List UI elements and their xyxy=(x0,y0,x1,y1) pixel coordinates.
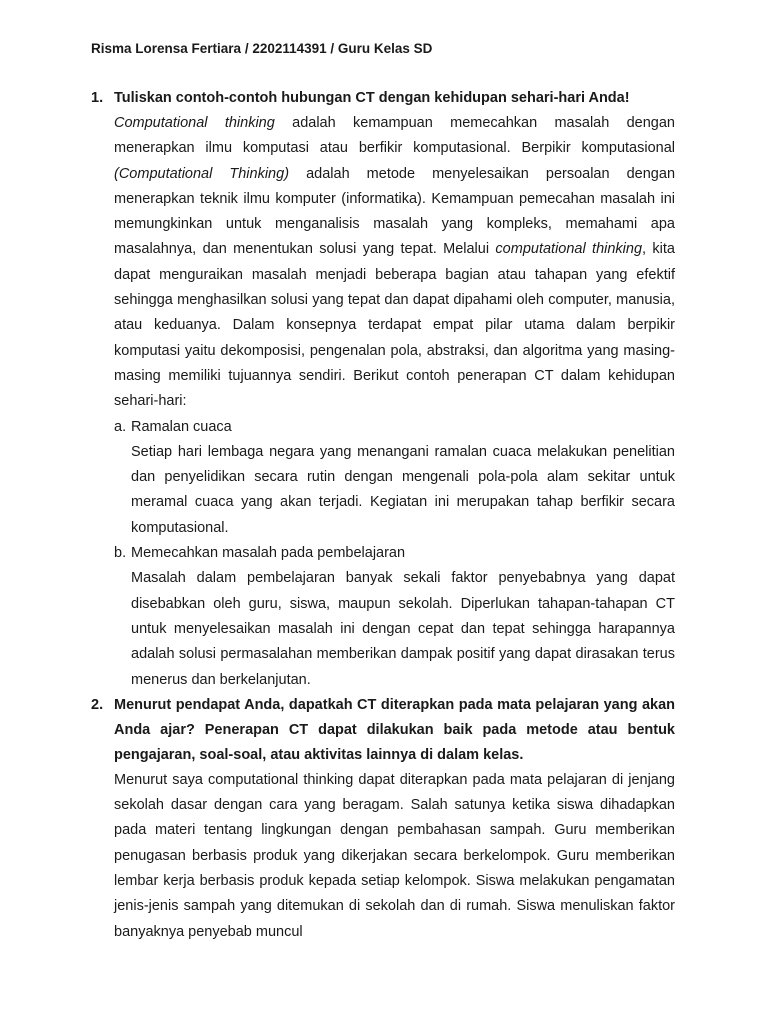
ct-term-2: (Computational Thinking) xyxy=(114,165,290,182)
question-2-text: Menurut pendapat Anda, dapatkah CT diterapkan pada mata pelajaran yang akan Anda ajar? Penerapan CT dapat dilakukan baik pada metode atau bentuk pengajaran, soal-soal, atau aktivitas lainnya di dalam kelas. xyxy=(114,696,675,763)
example-a-title: Ramalan cuaca xyxy=(131,418,232,435)
document-body xyxy=(91,86,675,945)
example-a-body xyxy=(131,415,675,541)
question-2-number: 2. xyxy=(91,696,104,713)
example-b-letter: b. xyxy=(114,545,127,562)
example-b xyxy=(114,541,675,693)
example-b-text: Masalah dalam pembelajaran banyak sekali faktor penyebabnya yang dapat disebabkan oleh guru, siswa, maupun sekolah. Diperlukan tahapan-tahapan CT untuk menyelesaikan masalah ini dengan cepat dan tepat sehingga harapannya adalah solusi permasalahan memberikan dampak positif yang dapat dirasakan terus menerus dan berkelanjutan. xyxy=(131,570,675,688)
example-b-title: Memecahkan masalah pada pembelajaran xyxy=(131,545,406,562)
example-a xyxy=(114,415,675,541)
question-1-answer xyxy=(114,111,675,415)
question-1-number: 1. xyxy=(91,90,104,106)
example-a-letter: a. xyxy=(114,418,127,435)
question-2-body xyxy=(114,693,675,945)
question-1-text: Tuliskan contoh-contoh hubungan CT dengan kehidupan sehari-hari Anda! xyxy=(114,90,630,106)
answer-text-3: , kita dapat menguraikan masalah menjadi beberapa bagian atau tahapan yang efektif sehingga menghasilkan solusi yang tepat dan dapat dipahami oleh computer, manusia, atau keduanya. Dalam konsepnya terdapat empat pilar utama dalam berpikir komputasi yaitu dekomposisi, pengenalan pola, abstraksi, dan algoritma yang masing-masing memiliki tujuannya sendiri. Berikut contoh penerapan CT dalam kehidupan sehari-hari: xyxy=(114,241,675,410)
document-header: Risma Lorensa Fertiara / 2202114391 / Guru Kelas SD xyxy=(91,41,433,56)
example-a-text: Setiap hari lembaga negara yang menangani ramalan cuaca melakukan penelitian dan penyelidikan secara rutin dengan mengenali pola-pola alam sekitar untuk meramal cuaca yang akan terjadi. Kegiatan ini merupakan tahap berfikir secara komputasional. xyxy=(131,443,675,536)
question-1-body xyxy=(114,86,675,693)
example-b-body xyxy=(131,541,675,693)
question-2 xyxy=(91,693,675,945)
question-2-answer: Menurut saya computational thinking dapat diterapkan pada mata pelajaran di jenjang sekolah dasar dengan cara yang beragam. Salah satunya ketika siswa dihadapkan pada materi tentang lingkungan dengan pembahasan sampah. Guru memberikan penugasan berbasis produk yang dikerjakan secara berkelompok. Guru memberikan lembar kerja berbasis produk kepada setiap kelompok. Siswa melakukan pengamatan jenis-jenis sampah yang ditemukan di sekolah dan di rumah. Siswa menuliskan faktor banyaknya penyebab muncul xyxy=(114,771,675,940)
answer-text-2: adalah metode menyelesaikan persoalan dengan menerapkan teknik ilmu komputer (informatika). Kemampuan pemecahan masalah ini memungkinkan untuk menganalisis masalah yang kompleks, memahami apa masalahnya, dan menentukan solusi yang tepat. Melalui xyxy=(114,165,676,258)
ct-term-1: Computational thinking xyxy=(114,115,275,131)
answer-text-1: adalah kemampuan memecahkan masalah dengan menerapkan ilmu komputasi atau berfikir komputasional. Berpikir komputasional xyxy=(114,115,675,157)
question-1 xyxy=(91,86,675,693)
ct-term-3: computational thinking xyxy=(495,241,643,258)
